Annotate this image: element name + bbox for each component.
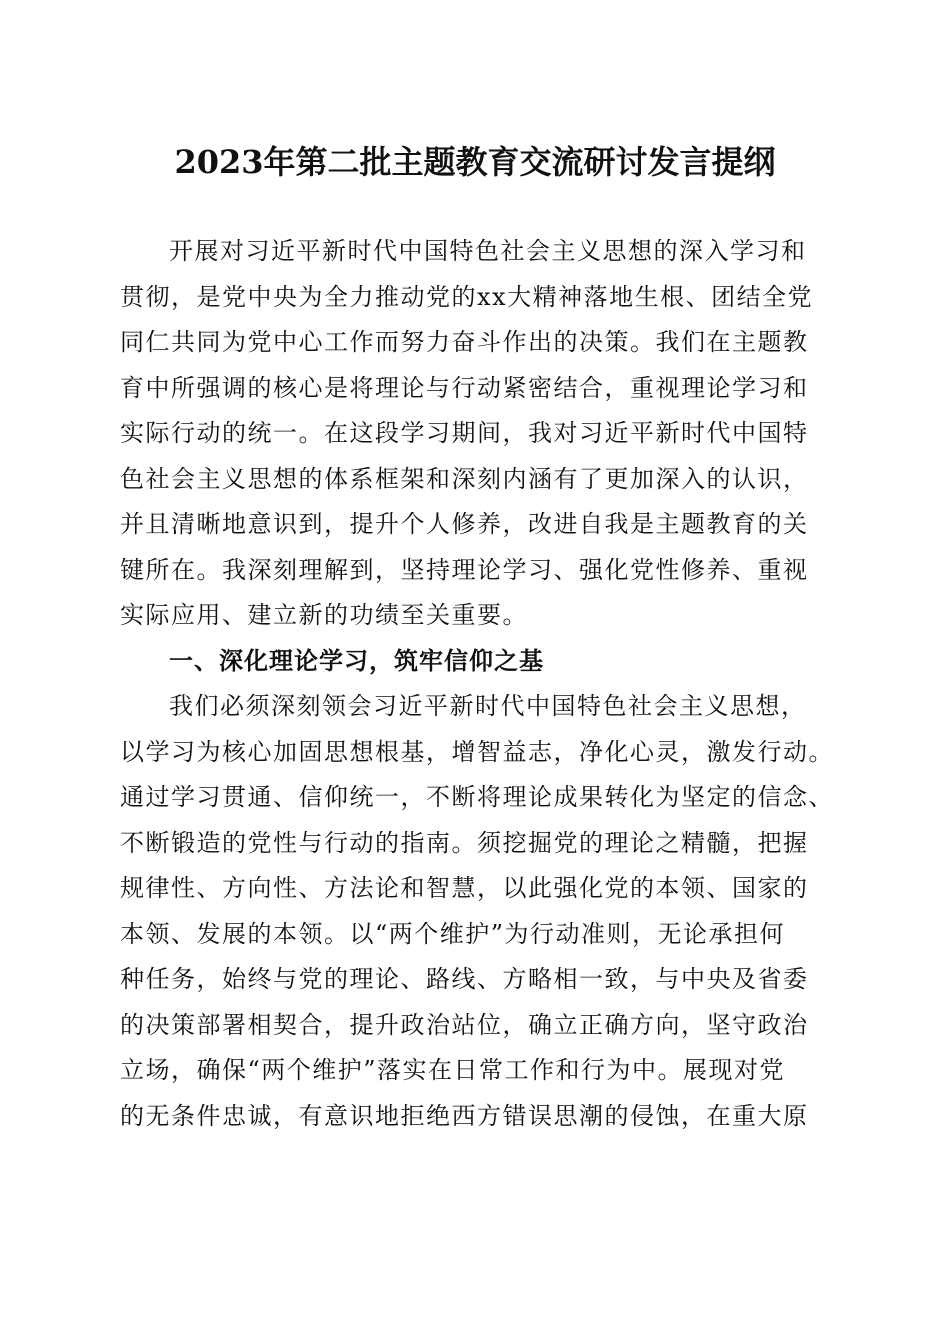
paragraph-line: 育中所强调的核心是将理论与行动紧密结合，重视理论学习和	[120, 373, 809, 402]
paragraph-line: 规律性、方向性、方法论和智慧，以此强化党的本领、国家的	[120, 874, 809, 902]
paragraph-line: 键所在。我深刻理解到，坚持理论学习、强化党性修养、重视	[120, 555, 809, 584]
paragraph-line: 色社会主义思想的体系框架和深刻内涵有了更加深入的认识，	[120, 464, 809, 493]
paragraph-line: 我们必须深刻领会习近平新时代中国特色社会主义思想，	[169, 692, 807, 720]
document-title: 2023年第二批主题教育交流研讨发言提纲	[174, 143, 776, 181]
paragraph-line: 实际应用、建立新的功绩至关重要。	[120, 601, 528, 629]
paragraph-line: 本领、发展的本领。以“两个维护”为行动准则，无论承担何	[120, 919, 786, 948]
paragraph-line: 以学习为核心加固思想根基，增智益志，净化心灵，激发行动。	[120, 737, 834, 766]
document-body	[120, 229, 832, 1139]
paragraph-line: 实际行动的统一。在这段学习期间，我对习近平新时代中国特	[120, 419, 809, 447]
paragraph-line: 通过学习贯通、信仰统一，不断将理论成果转化为坚定的信念、	[120, 783, 834, 811]
section-heading: 一、深化理论学习，筑牢信仰之基	[169, 646, 544, 675]
paragraph-line: 的无条件忠诚，有意识地拒绝西方错误思潮的侵蚀，在重大原	[120, 1101, 809, 1130]
paragraph-line: 不断锻造的党性与行动的指南。须挖掘党的理论之精髓，把握	[120, 828, 809, 857]
paragraph-line: 并且清晰地意识到，提升个人修养，改进自我是主题教育的关	[120, 510, 809, 538]
paragraph-line: 的决策部署相契合，提升政治站位，确立正确方向，坚守政治	[120, 1010, 809, 1039]
paragraph-line: 贯彻，是党中央为全力推动党的xx大精神落地生根、团结全党	[120, 282, 814, 311]
paragraph-line: 同仁共同为党中心工作而努力奋斗作出的决策。我们在主题教	[120, 328, 809, 356]
paragraph-line: 开展对习近平新时代中国特色社会主义思想的深入学习和	[169, 237, 807, 265]
paragraph-line: 立场，确保“两个维护”落实在日常工作和行为中。展现对党	[120, 1056, 786, 1084]
paragraph-line: 种任务，始终与党的理论、路线、方略相一致，与中央及省委	[120, 965, 809, 993]
